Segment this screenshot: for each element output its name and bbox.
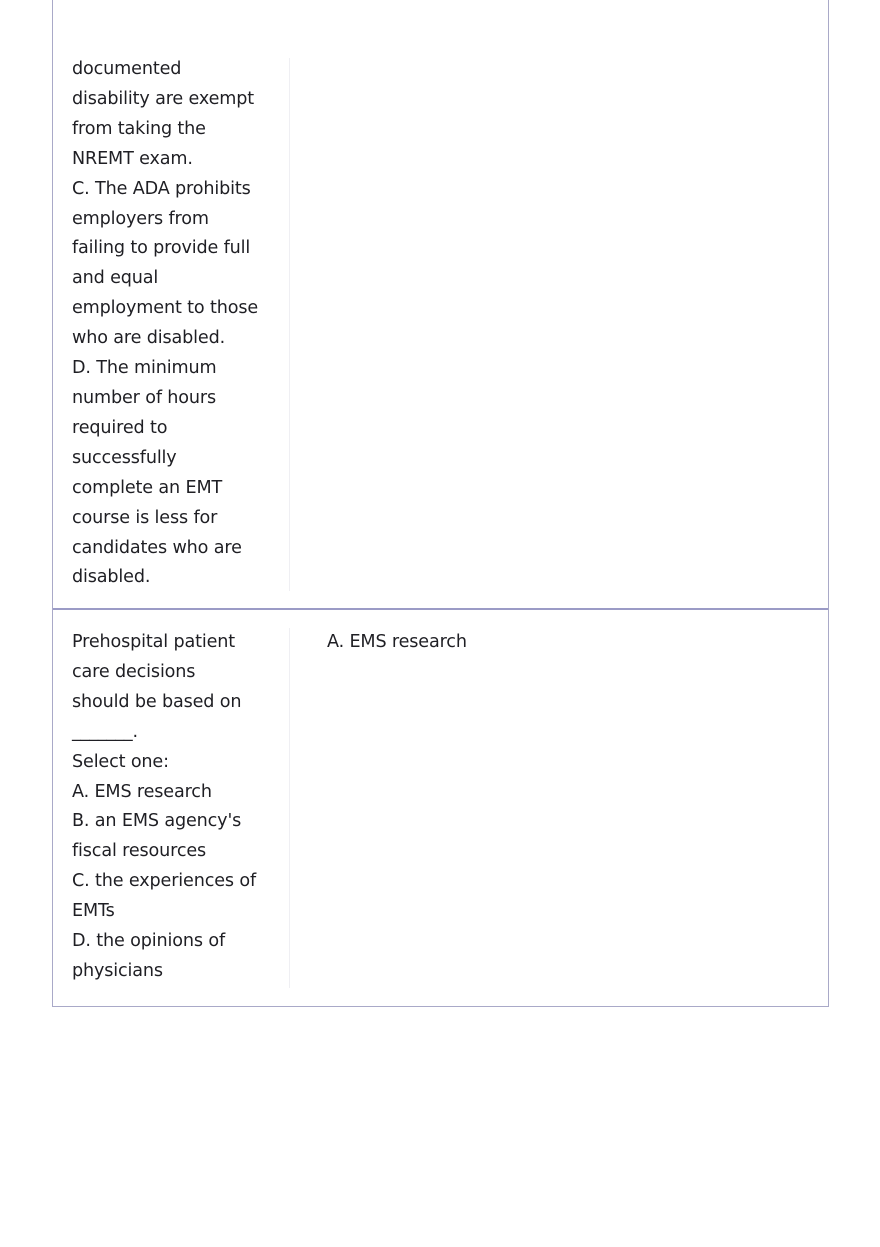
option-line: EMTs [72,901,115,922]
flashcard-table [52,0,829,1007]
column-divider [289,58,290,591]
option-line: complete an EMT [72,477,223,498]
question-line: documented [72,59,182,79]
option-line: failing to provide full [72,238,251,259]
card-row [53,0,828,610]
card-row [53,610,828,1006]
option-line: and equal [72,268,159,289]
answer-cell: A. EMS research [327,632,467,652]
option-line: fiscal resources [72,841,207,862]
option-line: A. EMS research [72,781,212,802]
option-line: required to [72,417,168,438]
question-line: Select one: [72,751,169,772]
option-line: physicians [72,960,163,981]
option-line: D. The minimum [72,358,217,379]
question-cell [72,55,272,593]
question-cell [72,628,272,987]
question-line: care decisions [72,661,196,682]
option-line: C. the experiences of [72,871,257,892]
option-line: disabled. [72,567,151,588]
column-divider [289,628,290,988]
option-line: C. The ADA prohibits [72,178,251,199]
question-line: from taking the [72,118,206,139]
option-line: employers from [72,208,209,229]
option-line: number of hours [72,387,217,408]
question-line: _______. [72,721,138,742]
question-line: NREMT exam. [72,148,193,169]
option-line: employment to those [72,298,259,319]
question-line: Prehospital patient [72,632,236,652]
question-line: disability are exempt [72,88,255,109]
option-line: successfully [72,447,177,468]
option-line: B. an EMS agency's [72,811,242,832]
option-line: candidates who are [72,537,242,558]
question-line: should be based on [72,691,242,712]
option-line: course is less for [72,507,218,528]
option-line: D. the opinions of [72,931,225,952]
option-line: who are disabled. [72,328,226,349]
